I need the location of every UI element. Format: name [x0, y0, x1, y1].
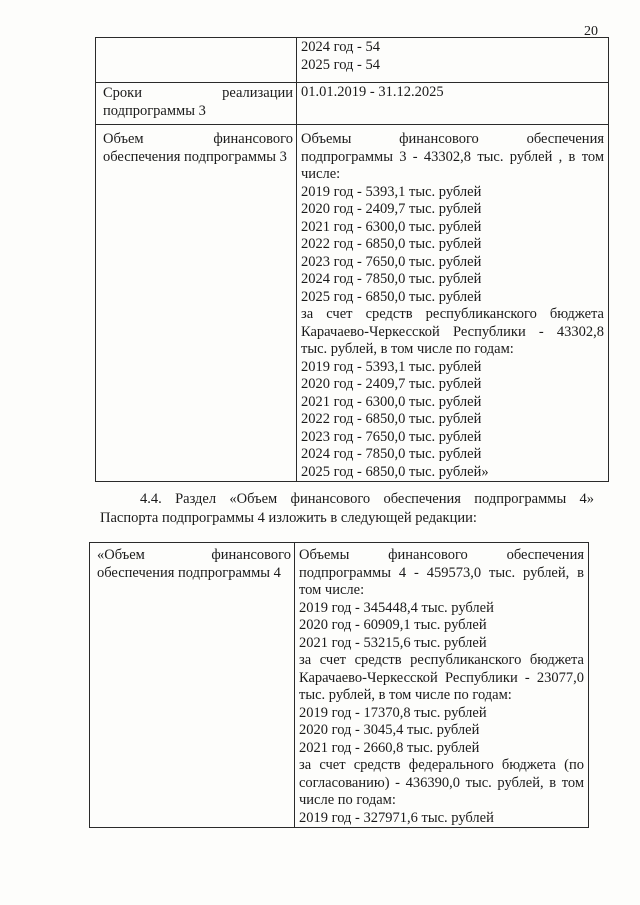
- year-line: 2025 год - 6850,0 тыс. рублей: [301, 288, 482, 305]
- page-number: 20: [584, 24, 598, 39]
- year-line: 2023 год - 7650,0 тыс. рублей: [301, 428, 482, 445]
- year-line: 2024 год - 7850,0 тыс. рублей: [301, 271, 482, 287]
- table-row: [96, 38, 609, 83]
- financing-volume-value: [295, 543, 589, 828]
- financing-intro: Объемы финансового обеспечения подпрограммы 3 - 43302,8 тыс. рублей , в том числе:: [301, 131, 604, 182]
- financing-volume-label: Объем финансового обеспечения подпрограммы 3: [96, 125, 297, 482]
- year-line: 2022 год - 6850,0 тыс. рублей: [301, 236, 482, 252]
- year-line: 2019 год - 5393,1 тыс. рублей: [301, 358, 482, 375]
- row-value: [297, 38, 609, 83]
- period-text: 01.01.2019 - 31.12.2025: [301, 84, 444, 100]
- year-line: 2019 год - 17370,8 тыс. рублей: [299, 704, 487, 721]
- year-line: 2019 год - 327971,6 тыс. рублей: [299, 809, 494, 826]
- year-line: 2024 год - 7850,0 тыс. рублей: [301, 446, 482, 462]
- table-row: [96, 83, 609, 125]
- year-line: 2019 год - 5393,1 тыс. рублей: [301, 183, 482, 200]
- financing-volume-value: [297, 125, 609, 482]
- year-line: 2022 год - 6850,0 тыс. рублей: [301, 411, 482, 427]
- table-row: [90, 543, 589, 828]
- year-line: 2020 год - 60909,1 тыс. рублей: [299, 617, 487, 633]
- year-line: 2024 год - 54: [301, 39, 380, 55]
- year-line: 2023 год - 7650,0 тыс. рублей: [301, 253, 482, 270]
- section-paragraph: 4.4. Раздел «Объем финансового обеспечения подпрограммы 4» Паспорта подпрограммы 4 изложить в следующей редакции:: [100, 491, 594, 526]
- year-line: 2020 год - 2409,7 тыс. рублей: [301, 201, 482, 217]
- implementation-period-label: Сроки реализации подпрограммы 3: [96, 83, 297, 125]
- year-line: 2025 год - 54: [301, 56, 380, 73]
- year-line: 2021 год - 6300,0 тыс. рублей: [301, 393, 482, 410]
- row-label: [96, 38, 297, 83]
- year-line: 2021 год - 2660,8 тыс. рублей: [299, 739, 480, 756]
- year-line: 2025 год - 6850,0 тыс. рублей»: [301, 463, 489, 480]
- financing-intro: Объемы финансового обеспечения подпрограммы 4 - 459573,0 тыс. рублей, в том числе:: [299, 547, 584, 598]
- year-line: 2020 год - 2409,7 тыс. рублей: [301, 376, 482, 392]
- year-line: 2021 год - 6300,0 тыс. рублей: [301, 218, 482, 235]
- federal-budget-text: за счет средств федерального бюджета (по согласованию) - 436390,0 тыс. рублей, в том числе по годам:: [299, 757, 584, 808]
- year-line: 2019 год - 345448,4 тыс. рублей: [299, 599, 494, 616]
- year-line: 2021 год - 53215,6 тыс. рублей: [299, 634, 487, 651]
- republic-budget-text: за счет средств республиканского бюджета Карачаево-Черкесской Республики - 23077,0 тыс. рублей, в том числе по годам:: [299, 652, 584, 703]
- table-row: [96, 125, 609, 482]
- republic-budget-text: за счет средств республиканского бюджета Карачаево-Черкесской Республики - 43302,8 тыс. рублей, в том числе по годам:: [301, 306, 604, 357]
- year-line: 2020 год - 3045,4 тыс. рублей: [299, 722, 480, 738]
- subprogram-3-passport-table: [95, 37, 609, 482]
- implementation-period-value: [297, 83, 609, 125]
- subprogram-4-financing-table: [89, 542, 589, 828]
- financing-volume-label: «Объем финансового обеспечения подпрограммы 4: [90, 543, 295, 828]
